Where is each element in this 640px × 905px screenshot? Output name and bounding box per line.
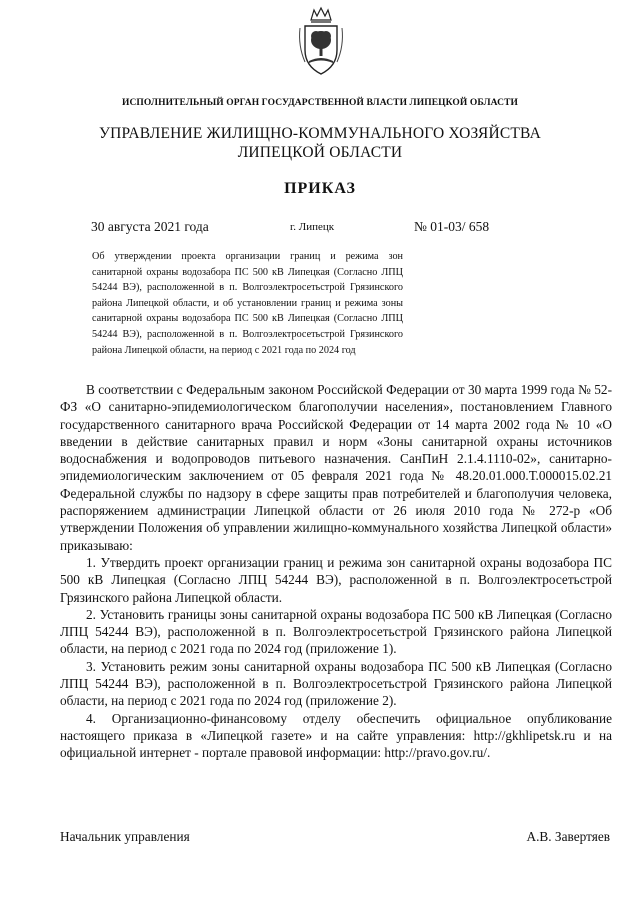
order-item: 2. Установить границы зоны санитарной охраны водозабора ПС 500 кВ Липецкая (Согласно ЛПЦ 54244 ВЭ), расположенной в п. Волгоэлектросетьстрой Грязинского района Липецкой области, на период с 2021 года по 2024 год (приложение 1). bbox=[60, 606, 612, 657]
order-item: 3. Установить режим зоны санитарной охраны водозабора ПС 500 кВ Липецкая (Согласно ЛПЦ 54244 ВЭ), расположенной в п. Волгоэлектросетьстрой Грязинского района Липецкой области, на период с 2021 года по 2024 год (приложение 2). bbox=[60, 658, 612, 709]
order-number: № 01-03/ 658 bbox=[414, 219, 490, 234]
department-line-1: УПРАВЛЕНИЕ ЖИЛИЩНО-КОММУНАЛЬНОГО ХОЗЯЙСТВА bbox=[98, 125, 541, 142]
department-name bbox=[0, 124, 640, 162]
order-subject: Об утверждении проекта организации границ и режима зон санитарной охраны водозабора ПС 500 кВ Липецкая (Согласно ЛПЦ 54244 ВЭ), расположенной в п. Волгоэлектросетьстрой Грязинского района Липецкой области, и об установлении границ и режима зоны санитарной охраны водозабора ПС 500 кВ Липецкая (Согласно ЛПЦ 54244 ВЭ), расположенной в п. Волгоэлектросетьстрой Грязинского района Липецкой области, на период с 2021 года по 2024 год bbox=[92, 251, 403, 356]
signatory-name: А.В. Завертяев bbox=[526, 829, 610, 844]
department-line-2: ЛИПЕЦКОЙ ОБЛАСТИ bbox=[237, 144, 403, 161]
preamble: В соответствии с Федеральным законом Российской Федерации от 30 марта 1999 года № 52-ФЗ «О санитарно-эпидемиологическом благополучии населения», постановлением Главного государственного санитарного врача Российской Федерации от 14 марта 2002 года № 10 «О введении в действие санитарных правил и норм «Зоны санитарной охраны источников водоснабжения и водопроводов питьевого назначения. СанПиН 2.1.4.1110-02», санитарно-эпидемиологическим заключением от 05 февраля 2021 года № 48.20.01.000.Т.000015.02.21 Федеральной службы по надзору в сфере защиты прав потребителей и благополучия человека, распоряжением администрации Липецкой области от 26 июля 2010 года № 272-р «Об утверждении Положения об управлении жилищно-коммунального хозяйства Липецкой области» приказываю: bbox=[60, 382, 612, 553]
order-item: 4. Организационно-финансовому отделу обеспечить официальное опубликование настоящего приказа в «Липецкой газете» и на сайте управления: http://gkhlipetsk.ru и на официальной интернет - портале правовой информации: http://pravo.gov.ru/. bbox=[60, 710, 612, 761]
order-body bbox=[60, 381, 612, 762]
order-city: г. Липецк bbox=[290, 221, 335, 233]
issuing-authority: ИСПОЛНИТЕЛЬНЫЙ ОРГАН ГОСУДАРСТВЕННОЙ ВЛАСТИ ЛИПЕЦКОЙ ОБЛАСТИ bbox=[121, 98, 519, 108]
document-type: ПРИКАЗ bbox=[284, 180, 356, 197]
coat-of-arms-icon bbox=[296, 6, 346, 78]
order-item: 1. Утвердить проект организации границ и режима зон санитарной охраны водозабора ПС 500 кВ Липецкая (Согласно ЛПЦ 54244 ВЭ), расположенной в п. Волгоэлектросетьстрой Грязинского района Липецкой области. bbox=[60, 554, 612, 605]
order-date: 30 августа 2021 года bbox=[91, 219, 209, 234]
signatory-position: Начальник управления bbox=[60, 829, 190, 844]
